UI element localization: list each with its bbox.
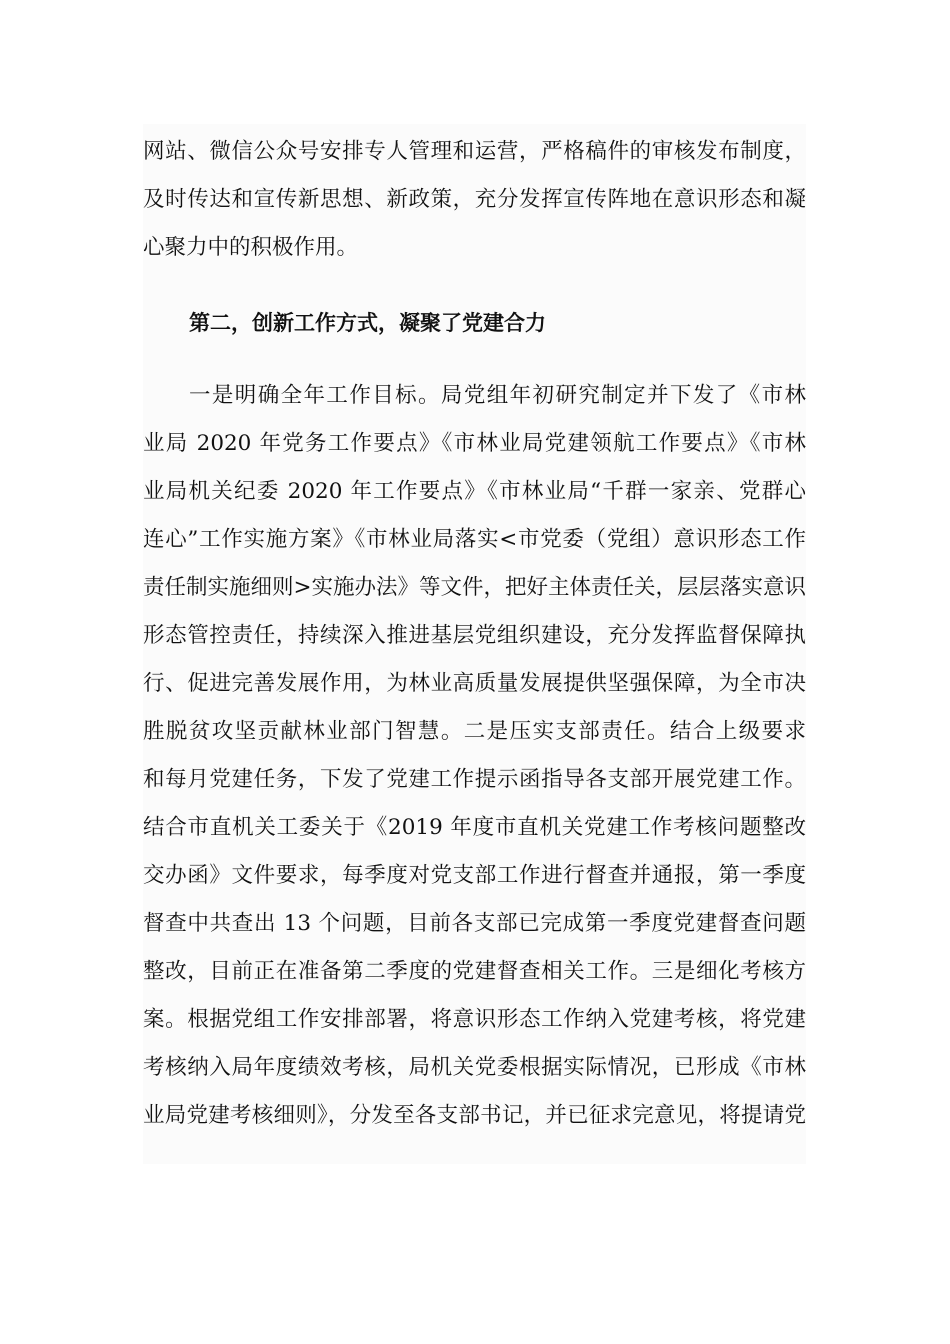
- paragraph-line: 督查中共查出 13 个问题，目前各支部已完成第一季度党建督查问题: [143, 911, 806, 936]
- paragraph-line: 连心”工作实施方案》《市林业局落实<市党委（党组）意识形态工作: [143, 527, 806, 552]
- paragraph-line: 交办函》文件要求，每季度对党支部工作进行督查并通报，第一季度: [143, 863, 806, 888]
- paragraph-line: 责任制实施细则>实施办法》等文件，把好主体责任关，层层落实意识: [143, 575, 806, 600]
- paragraph-line: 及时传达和宣传新思想、新政策，充分发挥宣传阵地在意识形态和凝: [143, 187, 806, 212]
- paragraph-line: 业局 2020 年党务工作要点》《市林业局党建领航工作要点》《市林: [143, 431, 806, 456]
- paragraph-line: 案。根据党组工作安排部署，将意识形态工作纳入党建考核，将党建: [143, 1007, 806, 1032]
- paragraph-line: 胜脱贫攻坚贡献林业部门智慧。二是压实支部责任。结合上级要求: [143, 719, 806, 744]
- paragraph-line: 网站、微信公众号安排专人管理和运营，严格稿件的审核发布制度，: [143, 139, 806, 164]
- document-text-block: [143, 124, 806, 1164]
- paragraph-line: 业局党建考核细则》，分发至各支部书记，并已征求完意见，将提请党: [143, 1103, 806, 1128]
- section-heading: 第二，创新工作方式，凝聚了党建合力: [189, 311, 546, 335]
- paragraph-line: 和每月党建任务，下发了党建工作提示函指导各支部开展党建工作。: [143, 767, 806, 792]
- paragraph-line: 心聚力中的积极作用。: [143, 235, 359, 260]
- paragraph-line: 行、促进完善发展作用，为林业高质量发展提供坚强保障，为全市决: [143, 671, 806, 696]
- paragraph-line: 整改，目前正在准备第二季度的党建督查相关工作。三是细化考核方: [143, 959, 806, 984]
- paragraph-line: 业局机关纪委 2020 年工作要点》《市林业局“千群一家亲、党群心: [143, 479, 806, 504]
- paragraph-line: 形态管控责任，持续深入推进基层党组织建设，充分发挥监督保障执: [143, 623, 806, 648]
- paragraph-line: 一是明确全年工作目标。局党组年初研究制定并下发了《市林: [189, 383, 806, 408]
- paragraph-line: 考核纳入局年度绩效考核，局机关党委根据实际情况，已形成《市林: [143, 1055, 806, 1080]
- paragraph-line: 结合市直机关工委关于《2019 年度市直机关党建工作考核问题整改: [143, 815, 806, 840]
